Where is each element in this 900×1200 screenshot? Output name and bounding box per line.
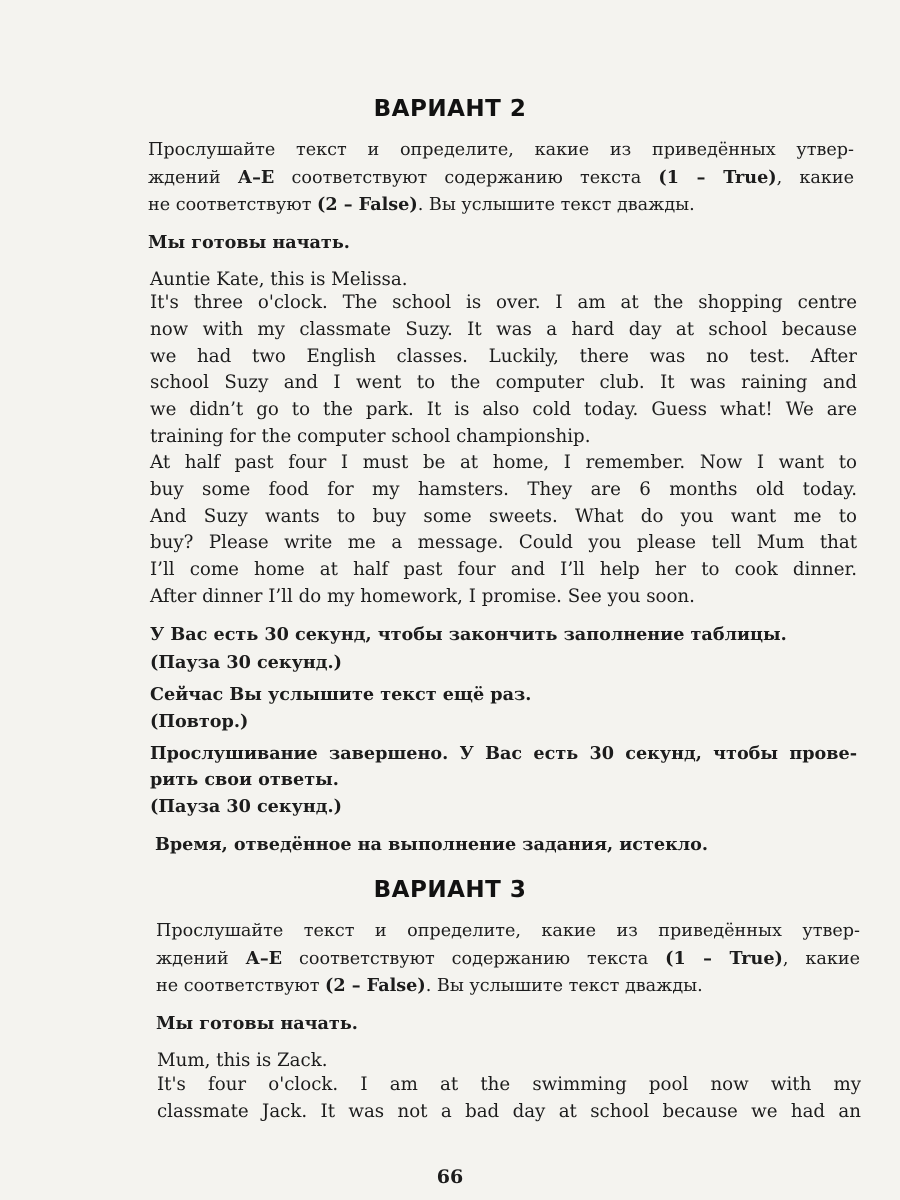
v2-text-line: we had two English classes. Luckily, there was no test. After	[150, 346, 857, 367]
v2-repeat-note: (Повтор.)	[150, 711, 249, 732]
v2-text-line: And Suzy wants to buy some sweets. What do you want me to	[150, 506, 857, 527]
v3-instruction-line-1: Прослушайте текст и определите, какие из приведённых утвер-	[156, 921, 860, 941]
v2-pause-text: (Пауза 30 секунд.)	[150, 796, 342, 817]
v2-text-line: It's three o'clock. The school is over. I am at the shopping centre	[150, 292, 857, 313]
v3-ready-text: Мы готовы начать.	[156, 1013, 358, 1034]
v2-text-line: now with my classmate Suzy. It was a hard day at school because	[150, 319, 857, 340]
v2-instruction-line-3: не соответствуют (2 – False). Вы услышите текст дважды.	[148, 194, 695, 215]
variant-2-heading: ВАРИАНТ 2	[373, 96, 527, 122]
v2-time-remaining-text: У Вас есть 30 секунд, чтобы закончить заполнение таблицы.	[150, 624, 787, 645]
v2-text-line: Auntie Kate, this is Melissa.	[150, 269, 408, 290]
v2-text-line: buy? Please write me a message. Could you please tell Mum that	[150, 532, 857, 553]
v2-text-line: training for the computer school championship.	[150, 426, 591, 447]
page-number: 66	[436, 1166, 464, 1188]
variant-3-heading: ВАРИАНТ 3	[373, 877, 527, 903]
v2-instruction-line-1: Прослушайте текст и определите, какие из приведённых утвер-	[148, 140, 854, 160]
v2-listening-finished-text: Прослушивание завершено. У Вас есть 30 секунд, чтобы прове-	[150, 743, 857, 764]
v2-text-line: I’ll come home at half past four and I’ll help her to cook dinner.	[150, 559, 857, 580]
v2-listening-finished-text: рить свои ответы.	[150, 769, 339, 790]
v2-repeat-text: Сейчас Вы услышите текст ещё раз.	[150, 684, 532, 705]
v3-text-line: It's four o'clock. I am at the swimming pool now with my	[157, 1074, 861, 1095]
v2-ready-text: Мы готовы начать.	[148, 232, 350, 253]
v2-text-line: At half past four I must be at home, I remember. Now I want to	[150, 452, 857, 473]
v3-text-line: Mum, this is Zack.	[157, 1050, 328, 1071]
v3-instruction-line-2: ждений А–Е соответствуют содержанию текста (1 – True), какие	[156, 948, 860, 969]
v3-text-line: classmate Jack. It was not a bad day at school because we had an	[157, 1101, 861, 1122]
v2-pause-text: (Пауза 30 секунд.)	[150, 652, 342, 673]
v2-text-line: buy some food for my hamsters. They are 6 months old today.	[150, 479, 857, 500]
v2-instruction-line-2: ждений А–Е соответствуют содержанию текста (1 – True), какие	[148, 167, 854, 188]
v2-text-line: After dinner I’ll do my homework, I promise. See you soon.	[150, 586, 695, 607]
v3-instruction-line-3: не соответствуют (2 – False). Вы услышите текст дважды.	[156, 975, 703, 996]
v2-text-line: school Suzy and I went to the computer club. It was raining and	[150, 372, 857, 393]
v2-time-over-text: Время, отведённое на выполнение задания, истекло.	[155, 834, 709, 855]
v2-text-line: we didn’t go to the park. It is also cold today. Guess what! We are	[150, 399, 857, 420]
